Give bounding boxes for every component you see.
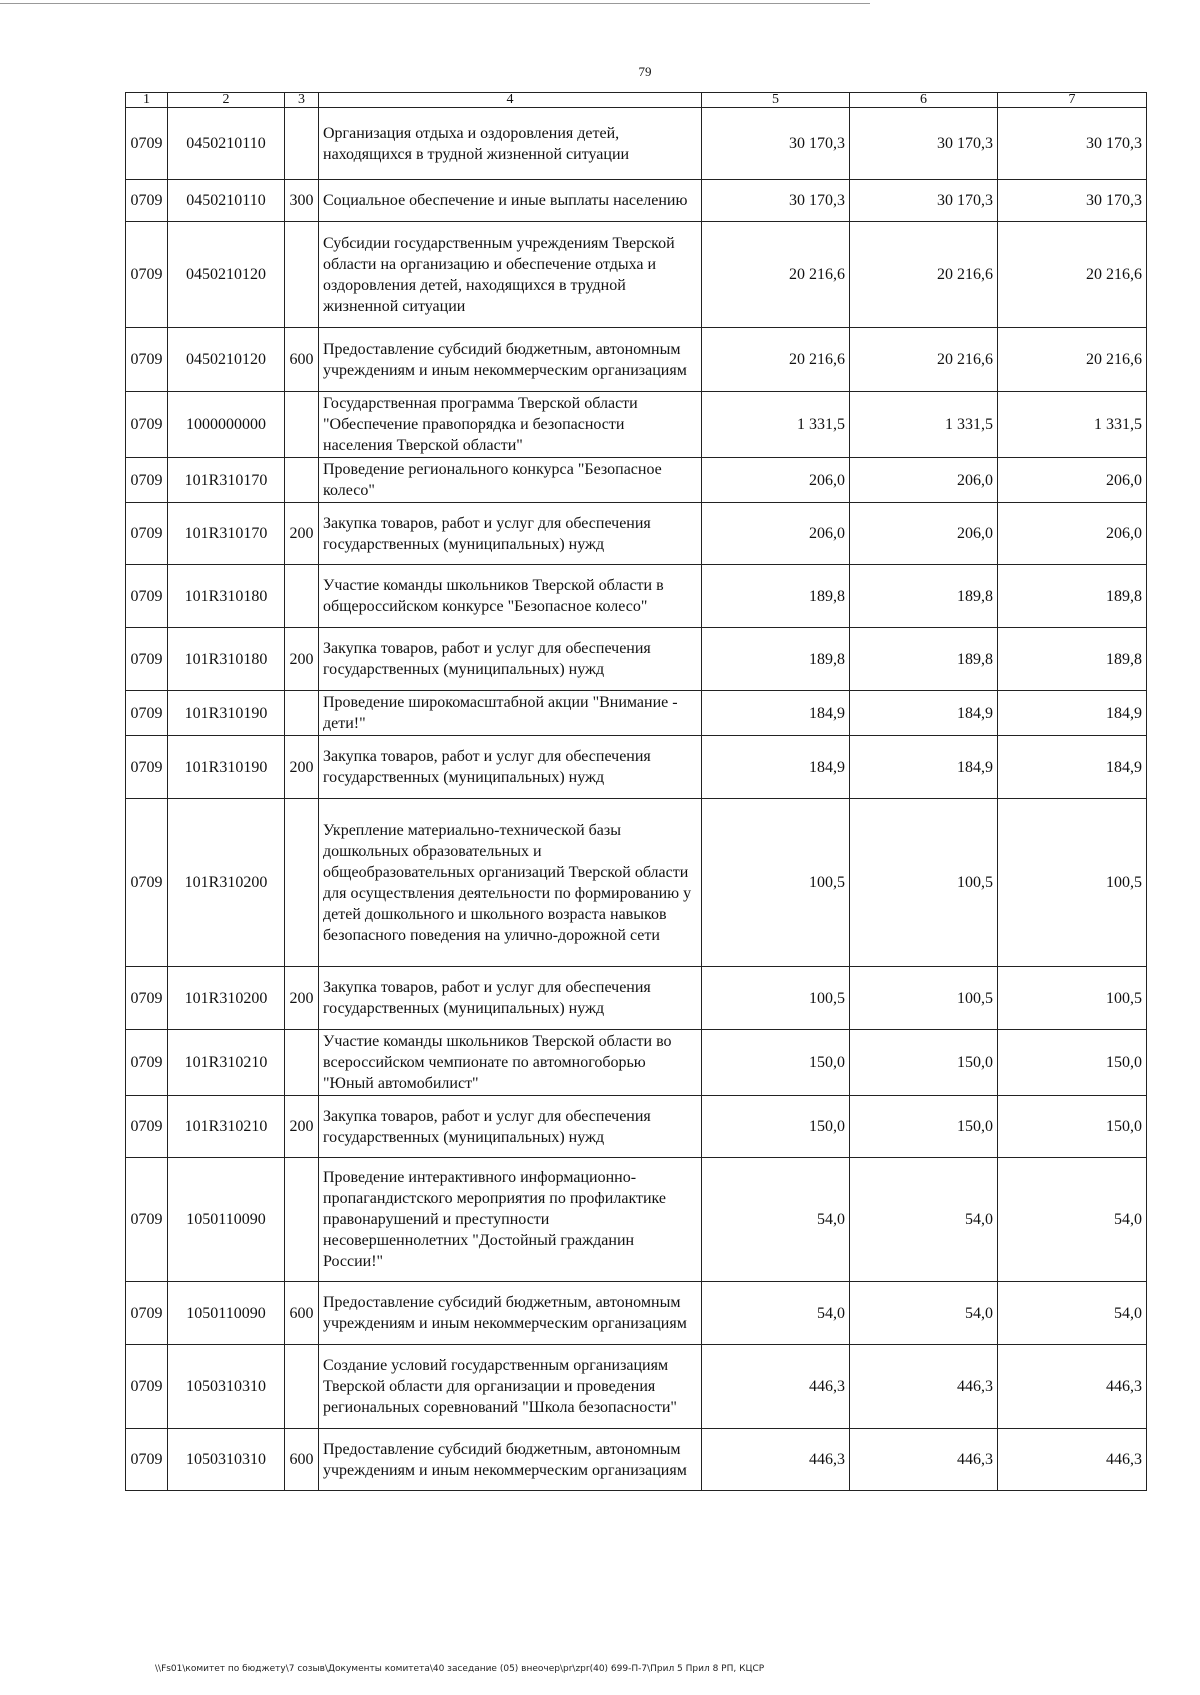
col-header-4: 4: [319, 93, 702, 108]
cell-expense-type: 200: [285, 1096, 319, 1158]
cell-section: 0709: [126, 180, 168, 222]
cell-amount-2: 184,9: [850, 736, 998, 799]
cell-target-code: 101R310180: [168, 628, 285, 691]
cell-target-code: 1050110090: [168, 1282, 285, 1345]
col-header-1: 1: [126, 93, 168, 108]
table-row: [126, 1096, 1147, 1158]
cell-amount-1: 100,5: [702, 799, 850, 967]
cell-amount-3: 206,0: [998, 503, 1147, 565]
cell-amount-1: 30 170,3: [702, 180, 850, 222]
cell-amount-2: 446,3: [850, 1429, 998, 1491]
cell-amount-3: 20 216,6: [998, 328, 1147, 392]
cell-amount-2: 206,0: [850, 458, 998, 503]
table-body: [126, 108, 1147, 1491]
cell-name: Предоставление субсидий бюджетным, автономным учреждениям и иным некоммерческим организациям: [319, 1429, 702, 1491]
cell-amount-3: 150,0: [998, 1096, 1147, 1158]
cell-amount-2: 446,3: [850, 1345, 998, 1429]
cell-name: Организация отдыха и оздоровления детей, находящихся в трудной жизненной ситуации: [319, 108, 702, 180]
table-row: [126, 180, 1147, 222]
cell-amount-2: 150,0: [850, 1030, 998, 1096]
cell-amount-3: 184,9: [998, 691, 1147, 736]
cell-section: 0709: [126, 1429, 168, 1491]
cell-target-code: 0450210110: [168, 108, 285, 180]
table-row: [126, 967, 1147, 1030]
cell-amount-2: 54,0: [850, 1282, 998, 1345]
table-row: [126, 108, 1147, 180]
cell-amount-1: 150,0: [702, 1096, 850, 1158]
cell-section: 0709: [126, 392, 168, 458]
cell-expense-type: [285, 1345, 319, 1429]
cell-amount-1: 30 170,3: [702, 108, 850, 180]
cell-amount-1: 184,9: [702, 691, 850, 736]
table-row: [126, 392, 1147, 458]
cell-name: Государственная программа Тверской области "Обеспечение правопорядка и безопасности населения Тверской области": [319, 392, 702, 458]
cell-amount-3: 189,8: [998, 565, 1147, 628]
cell-amount-3: 1 331,5: [998, 392, 1147, 458]
cell-name: Закупка товаров, работ и услуг для обеспечения государственных (муниципальных) нужд: [319, 1096, 702, 1158]
cell-expense-type: 600: [285, 1282, 319, 1345]
cell-amount-3: 206,0: [998, 458, 1147, 503]
cell-section: 0709: [126, 736, 168, 799]
cell-target-code: 101R310200: [168, 967, 285, 1030]
cell-expense-type: [285, 565, 319, 628]
cell-amount-2: 189,8: [850, 628, 998, 691]
cell-expense-type: 300: [285, 180, 319, 222]
cell-target-code: 101R310180: [168, 565, 285, 628]
table-row: [126, 799, 1147, 967]
cell-amount-3: 184,9: [998, 736, 1147, 799]
cell-target-code: 0450210110: [168, 180, 285, 222]
cell-amount-1: 150,0: [702, 1030, 850, 1096]
cell-section: 0709: [126, 1282, 168, 1345]
cell-amount-1: 54,0: [702, 1158, 850, 1282]
cell-expense-type: 600: [285, 328, 319, 392]
cell-expense-type: [285, 1158, 319, 1282]
table-row: [126, 691, 1147, 736]
cell-name: Участие команды школьников Тверской области в общероссийском конкурсе "Безопасное колесо": [319, 565, 702, 628]
cell-name: Участие команды школьников Тверской области во всероссийском чемпионате по автомногоборью "Юный автомобилист": [319, 1030, 702, 1096]
table-row: [126, 1158, 1147, 1282]
cell-section: 0709: [126, 1030, 168, 1096]
cell-amount-3: 30 170,3: [998, 108, 1147, 180]
table-row: [126, 565, 1147, 628]
cell-amount-3: 446,3: [998, 1345, 1147, 1429]
col-header-3: 3: [285, 93, 319, 108]
cell-name: Закупка товаров, работ и услуг для обеспечения государственных (муниципальных) нужд: [319, 628, 702, 691]
scan-top-rule: [0, 3, 870, 4]
cell-section: 0709: [126, 628, 168, 691]
cell-amount-2: 206,0: [850, 503, 998, 565]
col-header-7: 7: [998, 93, 1147, 108]
cell-target-code: 101R310210: [168, 1096, 285, 1158]
cell-amount-1: 184,9: [702, 736, 850, 799]
cell-amount-2: 1 331,5: [850, 392, 998, 458]
table-row: [126, 1030, 1147, 1096]
cell-name: Создание условий государственным организациям Тверской области для организации и проведения региональных соревнований "Школа безопасности": [319, 1345, 702, 1429]
cell-expense-type: [285, 799, 319, 967]
cell-section: 0709: [126, 565, 168, 628]
cell-section: 0709: [126, 328, 168, 392]
cell-amount-3: 100,5: [998, 799, 1147, 967]
cell-amount-2: 20 216,6: [850, 328, 998, 392]
table-row: [126, 628, 1147, 691]
cell-amount-1: 446,3: [702, 1345, 850, 1429]
cell-amount-1: 1 331,5: [702, 392, 850, 458]
cell-amount-3: 446,3: [998, 1429, 1147, 1491]
cell-name: Проведение интерактивного информационно-пропагандистского мероприятия по профилактике правонарушений и преступности несовершеннолетних "Достойный гражданин России!": [319, 1158, 702, 1282]
cell-target-code: 0450210120: [168, 328, 285, 392]
cell-section: 0709: [126, 108, 168, 180]
cell-section: 0709: [126, 691, 168, 736]
cell-expense-type: [285, 691, 319, 736]
cell-target-code: 101R310210: [168, 1030, 285, 1096]
cell-amount-1: 20 216,6: [702, 222, 850, 328]
budget-table: [125, 92, 1147, 1491]
cell-expense-type: 200: [285, 736, 319, 799]
cell-expense-type: [285, 458, 319, 503]
cell-amount-1: 54,0: [702, 1282, 850, 1345]
col-header-6: 6: [850, 93, 998, 108]
cell-target-code: 101R310170: [168, 458, 285, 503]
cell-section: 0709: [126, 1345, 168, 1429]
cell-target-code: 1050310310: [168, 1345, 285, 1429]
cell-name: Предоставление субсидий бюджетным, автономным учреждениям и иным некоммерческим организациям: [319, 328, 702, 392]
cell-amount-2: 184,9: [850, 691, 998, 736]
cell-name: Социальное обеспечение и иные выплаты населению: [319, 180, 702, 222]
cell-name: Субсидии государственным учреждениям Тверской области на организацию и обеспечение отдыха и оздоровления детей, находящихся в трудной жизненной ситуации: [319, 222, 702, 328]
cell-amount-2: 150,0: [850, 1096, 998, 1158]
table-row: [126, 328, 1147, 392]
cell-name: Закупка товаров, работ и услуг для обеспечения государственных (муниципальных) нужд: [319, 503, 702, 565]
cell-expense-type: 200: [285, 628, 319, 691]
cell-target-code: 1000000000: [168, 392, 285, 458]
cell-section: 0709: [126, 967, 168, 1030]
cell-amount-3: 20 216,6: [998, 222, 1147, 328]
cell-amount-3: 100,5: [998, 967, 1147, 1030]
column-number-row: [126, 93, 1147, 108]
cell-amount-1: 100,5: [702, 967, 850, 1030]
cell-amount-2: 100,5: [850, 967, 998, 1030]
cell-target-code: 1050310310: [168, 1429, 285, 1491]
cell-amount-1: 189,8: [702, 628, 850, 691]
cell-amount-1: 206,0: [702, 458, 850, 503]
cell-target-code: 101R310200: [168, 799, 285, 967]
cell-amount-3: 54,0: [998, 1158, 1147, 1282]
cell-expense-type: [285, 392, 319, 458]
cell-name: Укрепление материально-технической базы дошкольных образовательных и общеобразовательных организаций Тверской области для осуществления деятельности по формированию у детей дошкольного и школьного возраста навыков безопасного поведения на улично-дорожной сети: [319, 799, 702, 967]
table-row: [126, 1429, 1147, 1491]
col-header-5: 5: [702, 93, 850, 108]
cell-expense-type: [285, 222, 319, 328]
cell-target-code: 0450210120: [168, 222, 285, 328]
cell-amount-2: 30 170,3: [850, 108, 998, 180]
cell-amount-1: 446,3: [702, 1429, 850, 1491]
table-row: [126, 222, 1147, 328]
cell-section: 0709: [126, 222, 168, 328]
page-number: 79: [638, 64, 652, 79]
cell-amount-3: 189,8: [998, 628, 1147, 691]
table-row: [126, 736, 1147, 799]
cell-section: 0709: [126, 799, 168, 967]
cell-name: Проведение регионального конкурса "Безопасное колесо": [319, 458, 702, 503]
cell-target-code: 101R310190: [168, 736, 285, 799]
cell-amount-3: 54,0: [998, 1282, 1147, 1345]
cell-section: 0709: [126, 503, 168, 565]
cell-expense-type: 200: [285, 967, 319, 1030]
cell-amount-2: 20 216,6: [850, 222, 998, 328]
table-row: [126, 458, 1147, 503]
cell-target-code: 101R310190: [168, 691, 285, 736]
cell-amount-3: 150,0: [998, 1030, 1147, 1096]
table-row: [126, 503, 1147, 565]
cell-expense-type: [285, 1030, 319, 1096]
cell-name: Закупка товаров, работ и услуг для обеспечения государственных (муниципальных) нужд: [319, 967, 702, 1030]
cell-name: Закупка товаров, работ и услуг для обеспечения государственных (муниципальных) нужд: [319, 736, 702, 799]
cell-amount-1: 189,8: [702, 565, 850, 628]
cell-target-code: 1050110090: [168, 1158, 285, 1282]
cell-amount-1: 20 216,6: [702, 328, 850, 392]
cell-amount-2: 30 170,3: [850, 180, 998, 222]
cell-expense-type: 200: [285, 503, 319, 565]
cell-section: 0709: [126, 1096, 168, 1158]
cell-name: Проведение широкомасштабной акции "Внимание - дети!": [319, 691, 702, 736]
cell-amount-2: 100,5: [850, 799, 998, 967]
cell-expense-type: [285, 108, 319, 180]
cell-name: Предоставление субсидий бюджетным, автономным учреждениям и иным некоммерческим организациям: [319, 1282, 702, 1345]
cell-amount-3: 30 170,3: [998, 180, 1147, 222]
table-row: [126, 1345, 1147, 1429]
col-header-2: 2: [168, 93, 285, 108]
cell-section: 0709: [126, 1158, 168, 1282]
cell-section: 0709: [126, 458, 168, 503]
table-row: [126, 1282, 1147, 1345]
cell-amount-1: 206,0: [702, 503, 850, 565]
cell-amount-2: 54,0: [850, 1158, 998, 1282]
cell-amount-2: 189,8: [850, 565, 998, 628]
cell-expense-type: 600: [285, 1429, 319, 1491]
footer-file-path: \\Fs01\комитет по бюджету\7 созыв\Документы комитета\40 заседание (05) внеочер\pr\zpr(40) 699-П-7\Прил 5 Прил 8 РП, КЦСР: [155, 1664, 765, 1674]
cell-target-code: 101R310170: [168, 503, 285, 565]
